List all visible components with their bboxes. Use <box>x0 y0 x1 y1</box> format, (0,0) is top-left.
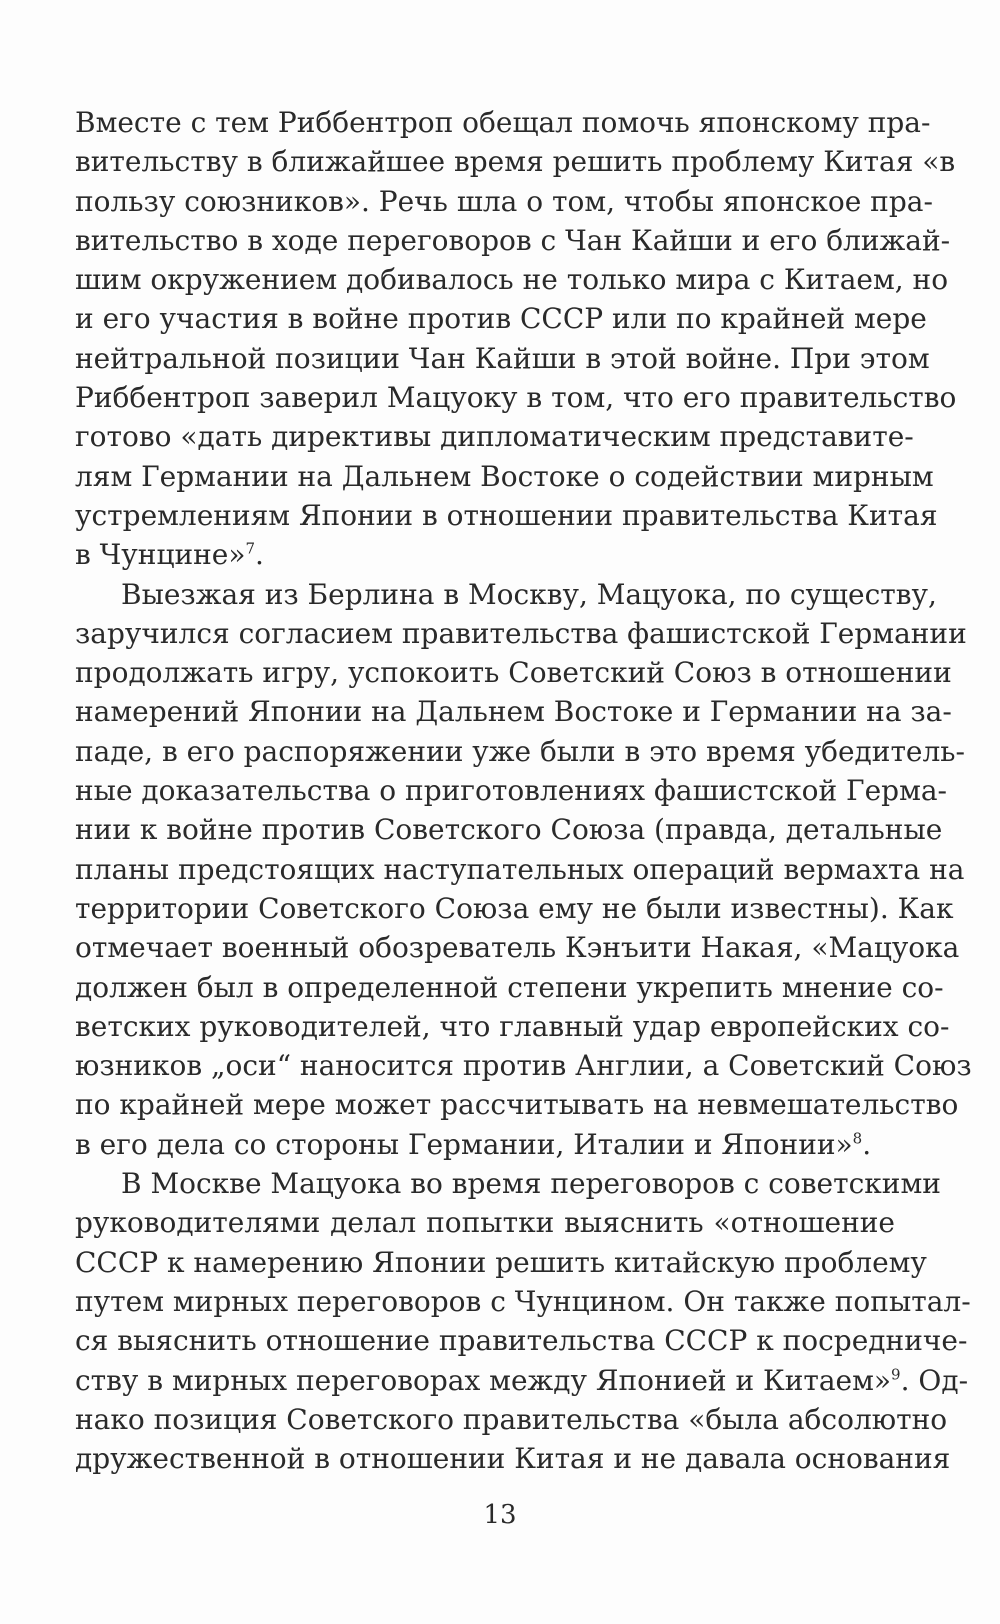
text-line: пользу союзников». Речь шла о том, чтобы японское пра- <box>75 184 933 218</box>
text-line: СССР к намерению Японии решить китайскую проблему <box>75 1245 927 1279</box>
text-line-footnote <box>75 1361 969 1400</box>
text-line: должен был в определенной степени укрепить мнение со- <box>75 970 944 1004</box>
footnote-ref: 9 <box>891 1365 901 1384</box>
text-line: и его участия в войне против СССР или по крайней мере <box>75 302 927 336</box>
text-line: нако позиция Советского правительства «была абсолютно <box>75 1402 948 1436</box>
text-line: паде, в его распоряжении уже были в это время убедитель- <box>75 734 965 768</box>
paragraph <box>75 103 957 575</box>
text-line: В Москве Мацуока во время переговоров с советскими <box>121 1167 941 1201</box>
text-line: Выезжая из Берлина в Москву, Мацуока, по существу, <box>121 577 937 611</box>
text-line: территории Советского Союза ему не были известны). Как <box>75 891 954 925</box>
text-line: ные доказательства о приготовлениях фашистской Герма- <box>75 774 948 808</box>
text-line-last <box>75 1125 895 1164</box>
text-line: лям Германии на Дальнем Востоке о содействии мирным <box>75 459 934 493</box>
text-line: нейтральной позиции Чан Кайши в этой войне. При этом <box>75 341 930 375</box>
text-line: продолжать игру, успокоить Советский Союз в отношении <box>75 656 952 690</box>
footnote-ref: 7 <box>245 539 256 558</box>
text-line: Вместе с тем Риббентроп обещал помочь японскому пра- <box>75 106 931 139</box>
text-line: вительство в ходе переговоров с Чан Кайши и его ближай- <box>75 223 951 257</box>
text-line: нии к войне против Советского Союза (правда, детальные <box>75 813 943 847</box>
text-line: отмечает военный обозреватель Кэнъити Накая, «Мацуока <box>75 931 960 965</box>
text-line: устремлениям Японии в отношении правительства Китая <box>75 498 938 532</box>
paragraph <box>75 1164 971 1478</box>
text-line: руководителями делал попытки выяснить «отношение <box>75 1206 895 1240</box>
text-line: вительству в ближайшее время решить проблему Китая «в <box>75 145 956 179</box>
text-line: заручился согласием правительства фашистской Германии <box>75 616 967 650</box>
text-line: планы предстоящих наступательных операций вермахта на <box>75 852 965 886</box>
text-line: намерений Японии на Дальнем Востоке и Германии на за- <box>75 695 952 729</box>
text-line: путем мирных переговоров с Чунцином. Он также попытал- <box>75 1284 971 1318</box>
line-text: ству в мирных переговорах между Японией и Китаем» <box>75 1363 892 1397</box>
text-line: по крайней мере может рассчитывать на невмешательство <box>75 1088 959 1122</box>
line-tail: . <box>862 1127 872 1161</box>
body-text <box>75 103 972 1478</box>
line-text: в его дела со стороны Германии, Италии и Японии» <box>75 1127 853 1161</box>
text-line: ветских руководителей, что главный удар европейских со- <box>75 1009 950 1043</box>
text-line: ся выяснить отношение правительства СССР к посредниче- <box>75 1324 968 1358</box>
text-line: дружественной в отношении Китая и не давала основания <box>75 1442 951 1476</box>
text-line: юзников „оси“ наносится против Англии, а Советский Союз <box>75 1049 972 1083</box>
line-text: в Чунцине» <box>75 538 246 572</box>
page-number: 13 <box>483 1500 517 1530</box>
text-line: готово «дать директивы дипломатическим представите- <box>75 420 914 454</box>
line-tail: . <box>255 538 264 572</box>
line-tail: . Од- <box>900 1363 969 1397</box>
footnote-ref: 8 <box>852 1129 863 1148</box>
text-line: шим окружением добивалось не только мира с Китаем, но <box>75 263 949 297</box>
text-line: Риббентроп заверил Мацуоку в том, что его правительство <box>75 381 957 415</box>
text-line-last <box>75 535 895 574</box>
paragraph <box>75 575 972 1164</box>
